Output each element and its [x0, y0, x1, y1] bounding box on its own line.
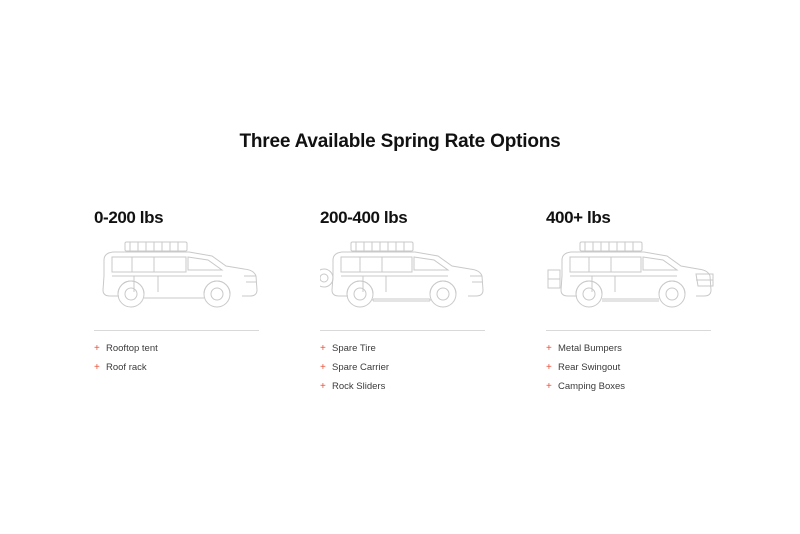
plus-icon: +	[320, 343, 326, 354]
plus-icon: +	[546, 343, 552, 354]
option-column-0-200	[94, 208, 318, 410]
option-heading: 200-400 lbs	[320, 208, 408, 227]
list-item	[320, 361, 544, 375]
feature-list	[94, 342, 318, 375]
plus-icon: +	[546, 381, 552, 392]
feature-label: Metal Bumpers	[558, 343, 622, 354]
feature-label: Rooftop tent	[106, 343, 158, 354]
plus-icon: +	[94, 343, 100, 354]
column-divider	[546, 330, 711, 331]
list-item	[546, 361, 770, 375]
feature-label: Spare Carrier	[332, 362, 390, 373]
list-item	[320, 342, 544, 356]
option-column-400-plus	[546, 208, 770, 410]
list-item	[320, 380, 544, 394]
feature-label: Roof rack	[106, 362, 147, 373]
feature-label: Rock Sliders	[332, 381, 386, 392]
list-item	[94, 361, 318, 375]
option-heading: 0-200 lbs	[94, 208, 164, 227]
suv-side-view-icon	[546, 236, 770, 326]
plus-icon: +	[94, 362, 100, 373]
plus-icon: +	[546, 362, 552, 373]
page-title: Three Available Spring Rate Options	[239, 131, 561, 152]
feature-list	[320, 342, 544, 394]
option-column-200-400	[320, 208, 544, 410]
feature-label: Camping Boxes	[558, 381, 626, 392]
column-divider	[320, 330, 485, 331]
suv-side-view-icon	[320, 236, 544, 326]
option-heading: 400+ lbs	[546, 208, 611, 227]
feature-list	[546, 342, 770, 394]
feature-label: Spare Tire	[332, 343, 376, 354]
list-item	[546, 380, 770, 394]
list-item	[94, 342, 318, 356]
feature-label: Rear Swingout	[558, 362, 621, 373]
plus-icon: +	[320, 362, 326, 373]
list-item	[546, 342, 770, 356]
column-divider	[94, 330, 259, 331]
options-columns	[0, 208, 800, 410]
plus-icon: +	[320, 381, 326, 392]
suv-side-view-icon	[94, 236, 318, 326]
